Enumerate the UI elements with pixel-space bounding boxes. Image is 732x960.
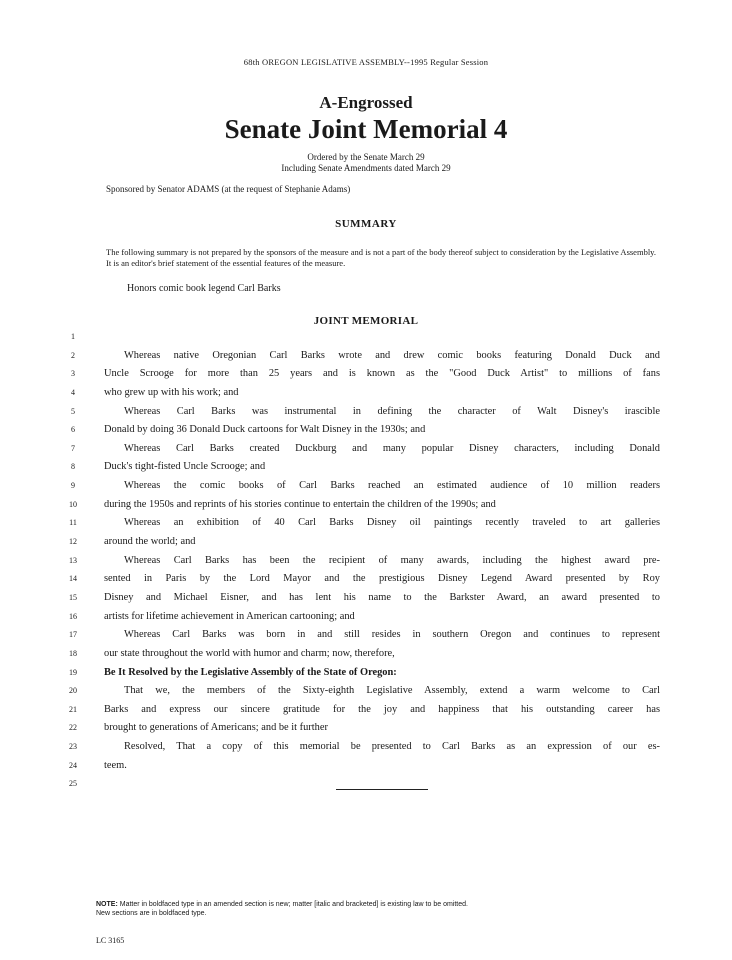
memorial-line: [0, 440, 732, 459]
memorial-line: [0, 664, 732, 683]
line-text: Whereas native Oregonian Carl Barks wrote and drew comic books featuring Donald Duck and: [124, 349, 660, 361]
line-text: brought to generations of Americans; and be it further: [104, 722, 328, 734]
line-number: 23: [69, 742, 77, 752]
lc-number: LC 3165: [96, 936, 125, 945]
memorial-line: [0, 347, 732, 366]
ordered-line-1: Ordered by the Senate March 29: [307, 152, 425, 162]
line-number: 4: [71, 387, 75, 397]
memorial-line: [0, 328, 732, 347]
line-text: teem.: [104, 759, 127, 771]
line-text: Barks and express our sincere gratitude for the joy and happiness that his outstanding career has: [104, 703, 660, 715]
memorial-line: [0, 589, 732, 608]
summary-disclaimer: The following summary is not prepared by the sponsors of the measure and is not a part of the body thereof subject to consideration by the Legislative Assembly. It is an editor's brief statement of the essential features of the measure.: [106, 247, 656, 268]
line-number: 13: [69, 555, 77, 565]
line-text: Uncle Scrooge for more than 25 years and is known as the "Good Duck Artist" to millions of fans: [104, 368, 660, 380]
memorial-line: [0, 570, 732, 589]
line-number: 24: [69, 760, 77, 770]
line-number: 5: [71, 406, 75, 416]
line-text: our state throughout the world with humor and charm; now, therefore,: [104, 647, 395, 659]
line-number: 20: [69, 686, 77, 696]
line-text: Resolved, That a copy of this memorial be presented to Carl Barks as an expression of our es-: [124, 741, 660, 753]
session-header: 68th OREGON LEGISLATIVE ASSEMBLY--1995 Regular Session: [243, 57, 489, 67]
line-number: 1: [71, 332, 75, 341]
footer-note: [96, 900, 468, 918]
memorial-line: [0, 458, 732, 477]
memorial-line: [0, 477, 732, 496]
memorial-line: [0, 682, 732, 701]
line-text: sented in Paris by the Lord Mayor and the prestigious Disney Legend Award presented by Roy: [104, 573, 660, 585]
memorial-line: [0, 365, 732, 384]
memorial-line: [0, 403, 732, 422]
note-line-2: New sections are in boldfaced type.: [96, 910, 207, 917]
memorial-line: [0, 384, 732, 403]
engrossed-label: A-Engrossed: [319, 93, 413, 112]
line-number: 2: [71, 350, 75, 360]
line-text: That we, the members of the Sixty-eighth Legislative Assembly, extend a warm welcome to Carl: [124, 685, 660, 697]
line-text: Disney and Michael Eisner, and has lent his name to the Barkster Award, an award presented to: [104, 591, 660, 603]
line-number: 12: [69, 537, 77, 547]
memorial-line: [0, 775, 732, 794]
line-number: 19: [69, 667, 77, 677]
line-number: 10: [69, 499, 77, 509]
line-text: artists for lifetime achievement in American cartooning; and: [104, 610, 355, 622]
memorial-line: [0, 701, 732, 720]
memorial-line: [0, 552, 732, 571]
line-text: Duck's tight-fisted Uncle Scrooge; and: [104, 461, 266, 473]
line-text: who grew up with his work; and: [104, 386, 239, 398]
memorial-line: [0, 533, 732, 552]
line-number: 7: [71, 443, 75, 453]
memorial-line: [0, 608, 732, 627]
line-text: Whereas Carl Barks was born in and still resides in southern Oregon and continues to represent: [124, 629, 660, 641]
line-number: 15: [69, 592, 77, 602]
line-text: Whereas Carl Barks was instrumental in defining the character of Walt Disney's irascible: [124, 405, 660, 417]
line-number: 9: [71, 481, 75, 491]
memorial-line: [0, 645, 732, 664]
memorial-line: [0, 719, 732, 738]
note-line-1: Matter in boldfaced type in an amended section is new; matter [italic and bracketed] is existing law to be omitted.: [119, 901, 468, 908]
line-text: Whereas an exhibition of 40 Carl Barks Disney oil paintings recently traveled to art galleries: [124, 517, 660, 529]
line-number: 8: [71, 462, 75, 472]
document-title: Senate Joint Memorial 4: [224, 114, 508, 144]
summary-text: Honors comic book legend Carl Barks: [127, 283, 281, 294]
memorial-line: [0, 738, 732, 757]
line-text: around the world; and: [104, 536, 196, 548]
line-number: 21: [69, 704, 77, 714]
line-number: 6: [71, 425, 75, 435]
line-text: Donald by doing 36 Donald Duck cartoons for Walt Disney in the 1930s; and: [104, 424, 426, 436]
ordered-line-2: Including Senate Amendments dated March 29: [281, 163, 451, 173]
sponsor-line: Sponsored by Senator ADAMS (at the request of Stephanie Adams): [106, 184, 351, 194]
note-label: NOTE:: [96, 901, 118, 908]
line-text: during the 1950s and reprints of his stories continue to entertain the children of the 1990s; and: [104, 498, 496, 510]
line-text: Whereas the comic books of Carl Barks reached an estimated audience of 10 million readers: [124, 480, 660, 492]
line-number: 16: [69, 611, 77, 621]
line-number: 14: [69, 574, 77, 584]
memorial-body: [0, 328, 732, 794]
line-number: 22: [69, 723, 77, 733]
line-number: 3: [71, 369, 75, 379]
summary-heading: SUMMARY: [335, 218, 397, 230]
ordered-info: [0, 152, 732, 174]
line-number: 11: [69, 518, 77, 528]
line-number: 25: [69, 779, 77, 789]
memorial-line: [0, 626, 732, 645]
line-text: Whereas Carl Barks has been the recipient of many awards, including the highest award pre-: [124, 554, 660, 566]
memorial-heading: JOINT MEMORIAL: [313, 315, 419, 327]
memorial-line: [0, 496, 732, 515]
end-rule: [336, 789, 428, 790]
line-number: 17: [69, 630, 77, 640]
memorial-line: [0, 514, 732, 533]
line-number: 18: [69, 648, 77, 658]
memorial-line: [0, 757, 732, 776]
memorial-line: [0, 421, 732, 440]
line-text: Be It Resolved by the Legislative Assembly of the State of Oregon:: [104, 666, 397, 678]
line-text: Whereas Carl Barks created Duckburg and many popular Disney characters, including Donald: [124, 442, 660, 454]
